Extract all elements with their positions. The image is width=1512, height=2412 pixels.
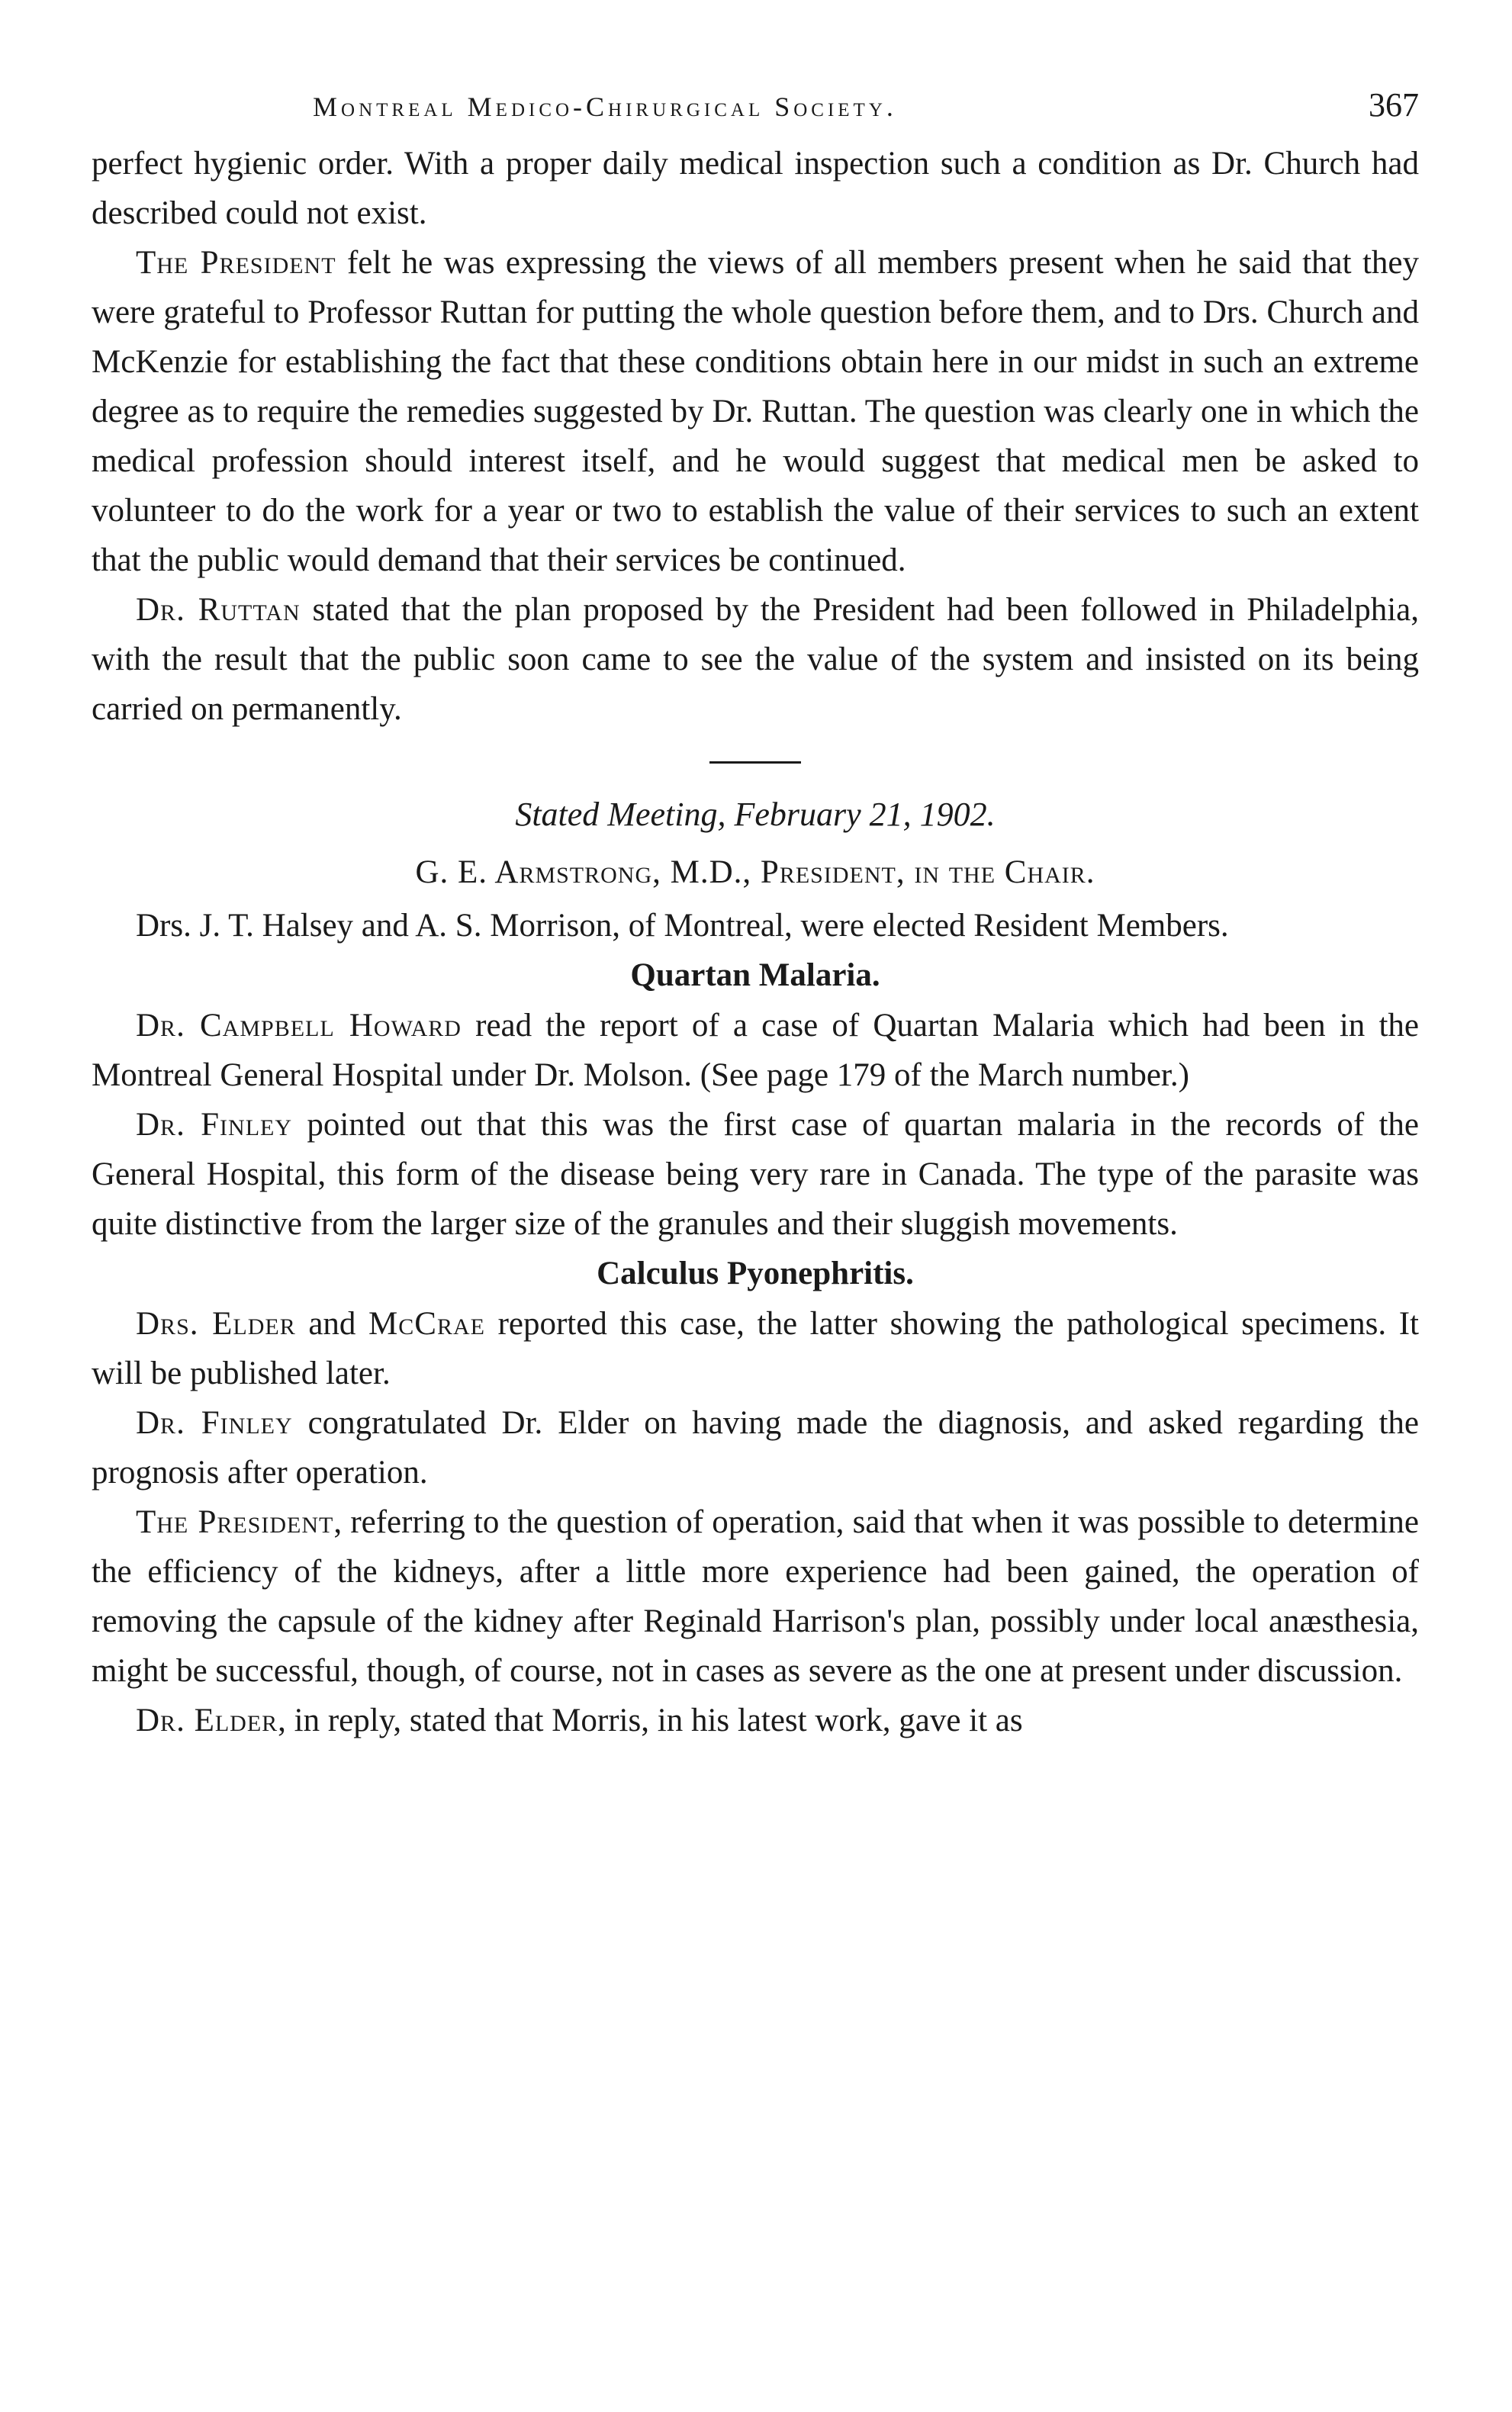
paragraph-finley-malaria bbox=[92, 1100, 1419, 1249]
document-page bbox=[92, 85, 1419, 1745]
running-head bbox=[313, 85, 1419, 139]
running-title: Montreal Medico-Chirurgical Society. bbox=[313, 92, 897, 122]
speaker-name: The President bbox=[136, 1504, 334, 1540]
paragraph-text: perfect hygienic order. With a proper daily medical inspection such a condition as Dr. Church had described could not exist. bbox=[92, 146, 1419, 231]
paragraph-howard-report bbox=[92, 1001, 1419, 1100]
section-heading-calculus-pyonephritis: Calculus Pyonephritis. bbox=[597, 1256, 914, 1291]
paragraph-text: Drs. J. T. Halsey and A. S. Morrison, of Montreal, were elected Resident Members. bbox=[136, 908, 1229, 944]
paragraph-elder-reply bbox=[92, 1696, 1419, 1745]
speaker-name: Drs. Elder bbox=[136, 1306, 296, 1342]
paragraph-hygienic-order bbox=[92, 139, 1419, 238]
speaker-name: Dr. Ruttan bbox=[136, 592, 301, 628]
paragraph-text: , referring to the question of operation, said that when it was possible to determine the efficiency of the kidneys, after a little more experience had been gained, the operation of removing the capsule of the kidney after Reginald Harrison's plan, possibly under local anæsthesia, might be successful, though, of course, not in cases as severe as the one at present under discussion. bbox=[92, 1504, 1419, 1689]
paragraph-text: congratulated Dr. Elder on having made the diagnosis, and asked regarding the prognosis after operation. bbox=[92, 1405, 1420, 1491]
page-number: 367 bbox=[1369, 86, 1419, 124]
paragraph-text: read the report of a case of Quartan Malaria which had been in the Montreal General Hospital under Dr. Molson. (See page 179 of the March number.) bbox=[92, 1008, 1419, 1093]
section-heading-quartan-malaria: Quartan Malaria. bbox=[630, 957, 880, 993]
speaker-name: Dr. Finley bbox=[136, 1107, 293, 1143]
paragraph-text: , in reply, stated that Morris, in his latest work, gave it as bbox=[278, 1703, 1023, 1738]
speaker-name: McCrae bbox=[368, 1306, 485, 1342]
paragraph-president-remarks bbox=[92, 238, 1419, 585]
section-divider bbox=[709, 761, 801, 764]
paragraph-text: stated that the plan proposed by the President had been followed in Philadelphia, with the result that the public soon came to see the value of the system and insisted on its being carried on permanently. bbox=[92, 592, 1419, 727]
meeting-title: Stated Meeting, February 21, 1902. bbox=[515, 796, 996, 833]
paragraph-elected-members bbox=[92, 901, 1419, 950]
paragraph-text: felt he was expressing the views of all members present when he said that they were grateful to Professor Ruttan for putting the whole question before them, and to Drs. Church and McKenzie for establishing the fact that these conditions obtain here in our midst in such an extreme degree as to require the remedies suggested by Dr. Ruttan. The question was clearly one in which the medical profession should interest itself, and he would suggest that medical men be asked to volunteer to do the work for a year or two to establish the value of their services to such an extent that the public would demand that their services be continued. bbox=[92, 245, 1419, 578]
speaker-name: Dr. Campbell Howard bbox=[136, 1008, 462, 1044]
meeting-chair: G. E. Armstrong, M.D., President, in the Chair. bbox=[415, 854, 1095, 890]
connector-text: and bbox=[295, 1306, 369, 1342]
paragraph-finley-congratulates bbox=[92, 1398, 1419, 1497]
paragraph-president-operation bbox=[92, 1497, 1419, 1696]
paragraph-text: pointed out that this was the first case of quartan malaria in the records of the General Hospital, this form of the disease being very rare in Canada. The type of the parasite was quite distinctive from the larger size of the granules and their sluggish movements. bbox=[92, 1107, 1419, 1242]
speaker-name: Dr. Finley bbox=[136, 1405, 293, 1441]
speaker-name: The President bbox=[136, 245, 336, 281]
speaker-name: Dr. Elder bbox=[136, 1703, 278, 1738]
paragraph-elder-mccrae bbox=[92, 1299, 1419, 1398]
paragraph-text: reported this case, the latter showing the pathological specimens. It will be published later. bbox=[92, 1306, 1419, 1391]
paragraph-ruttan-reply bbox=[92, 585, 1419, 734]
